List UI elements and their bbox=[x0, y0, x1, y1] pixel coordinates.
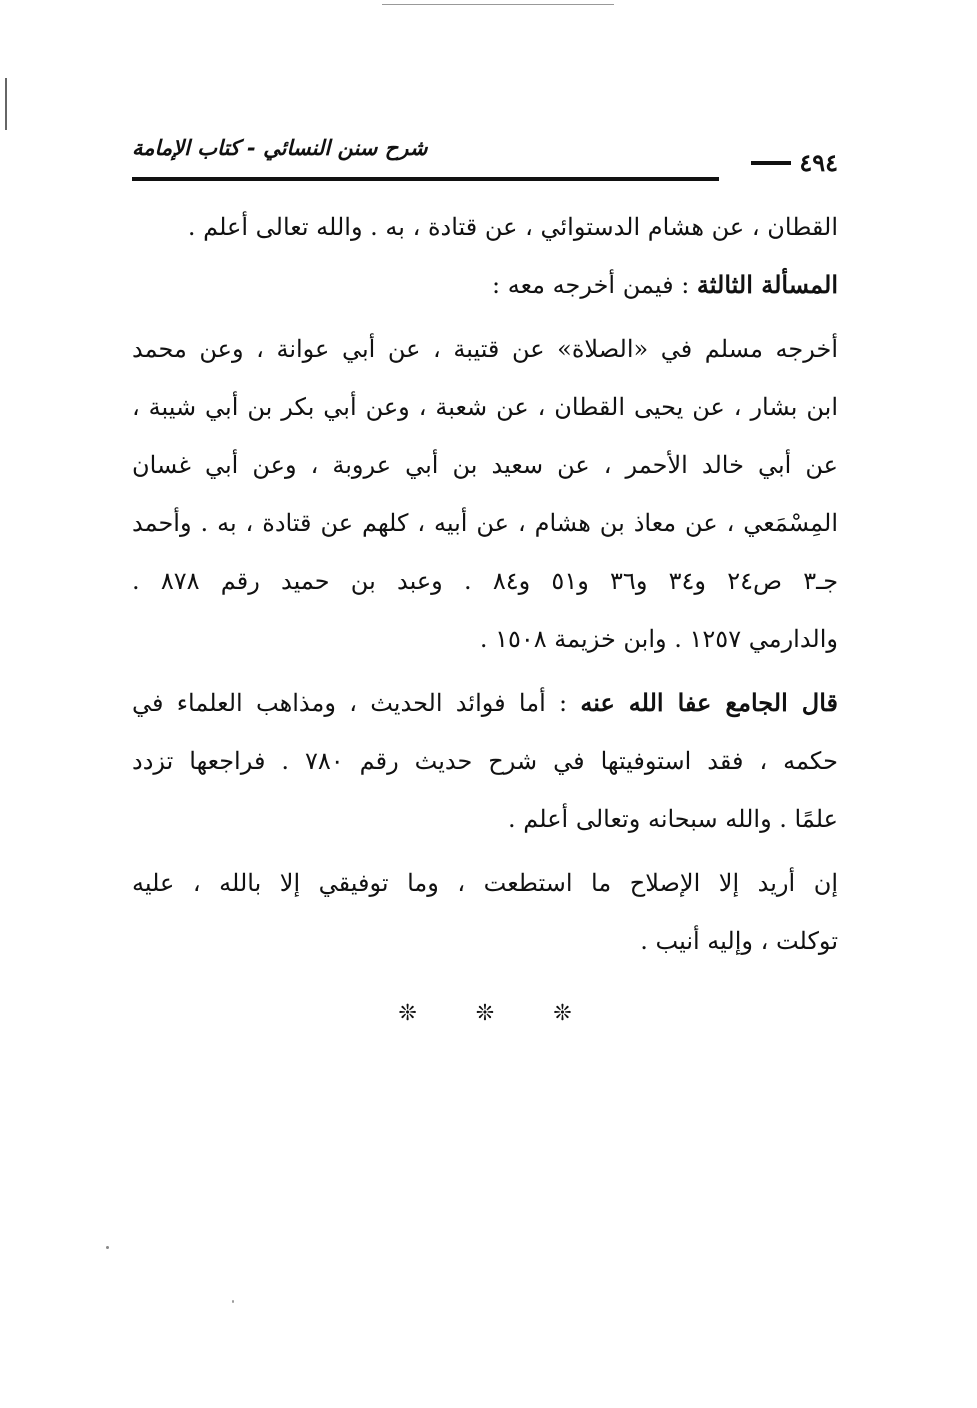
page-number-value: ٤٩٤ bbox=[799, 148, 838, 177]
paragraph-1-line-1: القطان ، عن هشام الدستوائي ، عن قتادة ، به . والله تعالى أعلم . bbox=[187, 213, 838, 241]
paragraph-4-line-1-text: : أما فوائد الحديث ، ومذاهب العلماء في bbox=[132, 689, 581, 717]
header-title: شرح سنن النسائي - كتاب الإمامة bbox=[132, 136, 428, 160]
section-heading: المسألة الثالثة bbox=[696, 270, 838, 299]
paragraph-3-line-1: أخرجه مسلم في «الصلاة» عن قتيبة ، عن أبي عوانة ، وعن محمد bbox=[132, 335, 838, 363]
running-header bbox=[132, 134, 838, 184]
paragraph-5-line-2: توكلت ، وإليه أنيب . bbox=[640, 927, 838, 955]
page-number-dash bbox=[751, 161, 791, 165]
paragraph-4-line-2: حكمه ، فقد استوفيتها في شرح حديث رقم ٧٨٠ . فراجعها تزدد bbox=[132, 747, 838, 775]
scan-artifact-left-mark bbox=[5, 78, 7, 130]
paragraph-3-line-5: جـ٣ ص٢٤ و٣٤ و٣٦ و٥١ و٨٤ . وعبد بن حميد رقم ٨٧٨ . bbox=[132, 567, 838, 595]
page-number bbox=[751, 148, 838, 177]
scan-artifact-dot bbox=[106, 1246, 109, 1249]
paragraph-5-line-1: إن أريد إلا الإصلاح ما استطعت ، وما توفيقي إلا بالله ، عليه bbox=[132, 869, 838, 897]
scan-artifact-top-rule bbox=[382, 4, 614, 5]
section-separator: ❊ ❊ ❊ bbox=[398, 1001, 598, 1026]
paragraph-3-line-3: عن أبي خالد الأحمر ، عن سعيد بن أبي عروبة ، وعن أبي غسان bbox=[132, 451, 838, 479]
section-heading-text: : فيمن أخرجه معه : bbox=[491, 271, 697, 299]
paragraph-3-line-2: ابن بشار ، عن يحيى القطان ، عن شعبة ، وعن أبي بكر بن أبي شيبة ، bbox=[132, 393, 838, 421]
header-rule bbox=[132, 177, 719, 181]
paragraph-3-line-4: المِسْمَعي ، عن معاذ بن هشام ، عن أبيه ، كلهم عن قتادة ، به . وأحمد bbox=[132, 509, 838, 537]
paragraph-2-line-1 bbox=[132, 262, 838, 320]
page-body bbox=[132, 204, 838, 1034]
scan-artifact-dot bbox=[232, 1300, 234, 1303]
paragraph-4-line-1 bbox=[132, 680, 838, 738]
paragraph-3-line-6: والدارمي ١٢٥٧ . وابن خزيمة ١٥٠٨ . bbox=[479, 625, 838, 653]
paragraph-4-line-3: علمًا . والله سبحانه وتعالى أعلم . bbox=[508, 805, 838, 833]
commentator-heading: قال الجامع عفا الله عنه bbox=[580, 688, 838, 717]
